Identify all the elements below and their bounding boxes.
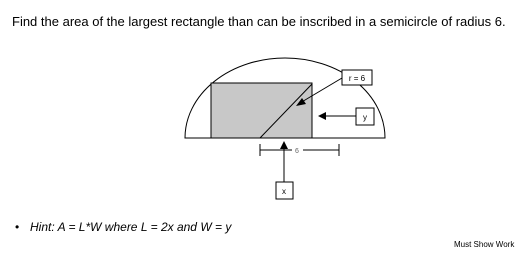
hint-text: Hint: A = L*W where L = 2x and W = y — [30, 220, 232, 234]
radius-label: r = 6 — [348, 74, 366, 83]
y-label: y — [363, 113, 367, 122]
question-text: Find the area of the largest rectangle than can be inscribed in a semicircle of radius 6. — [12, 14, 506, 29]
base-label: 6 — [295, 148, 299, 155]
x-arrowhead — [280, 141, 288, 149]
inscribed-rectangle — [211, 83, 312, 138]
hint — [15, 220, 232, 234]
hint-bullet: • — [15, 220, 20, 234]
x-label: x — [282, 187, 286, 196]
footer-note: Must Show Work — [454, 240, 515, 249]
